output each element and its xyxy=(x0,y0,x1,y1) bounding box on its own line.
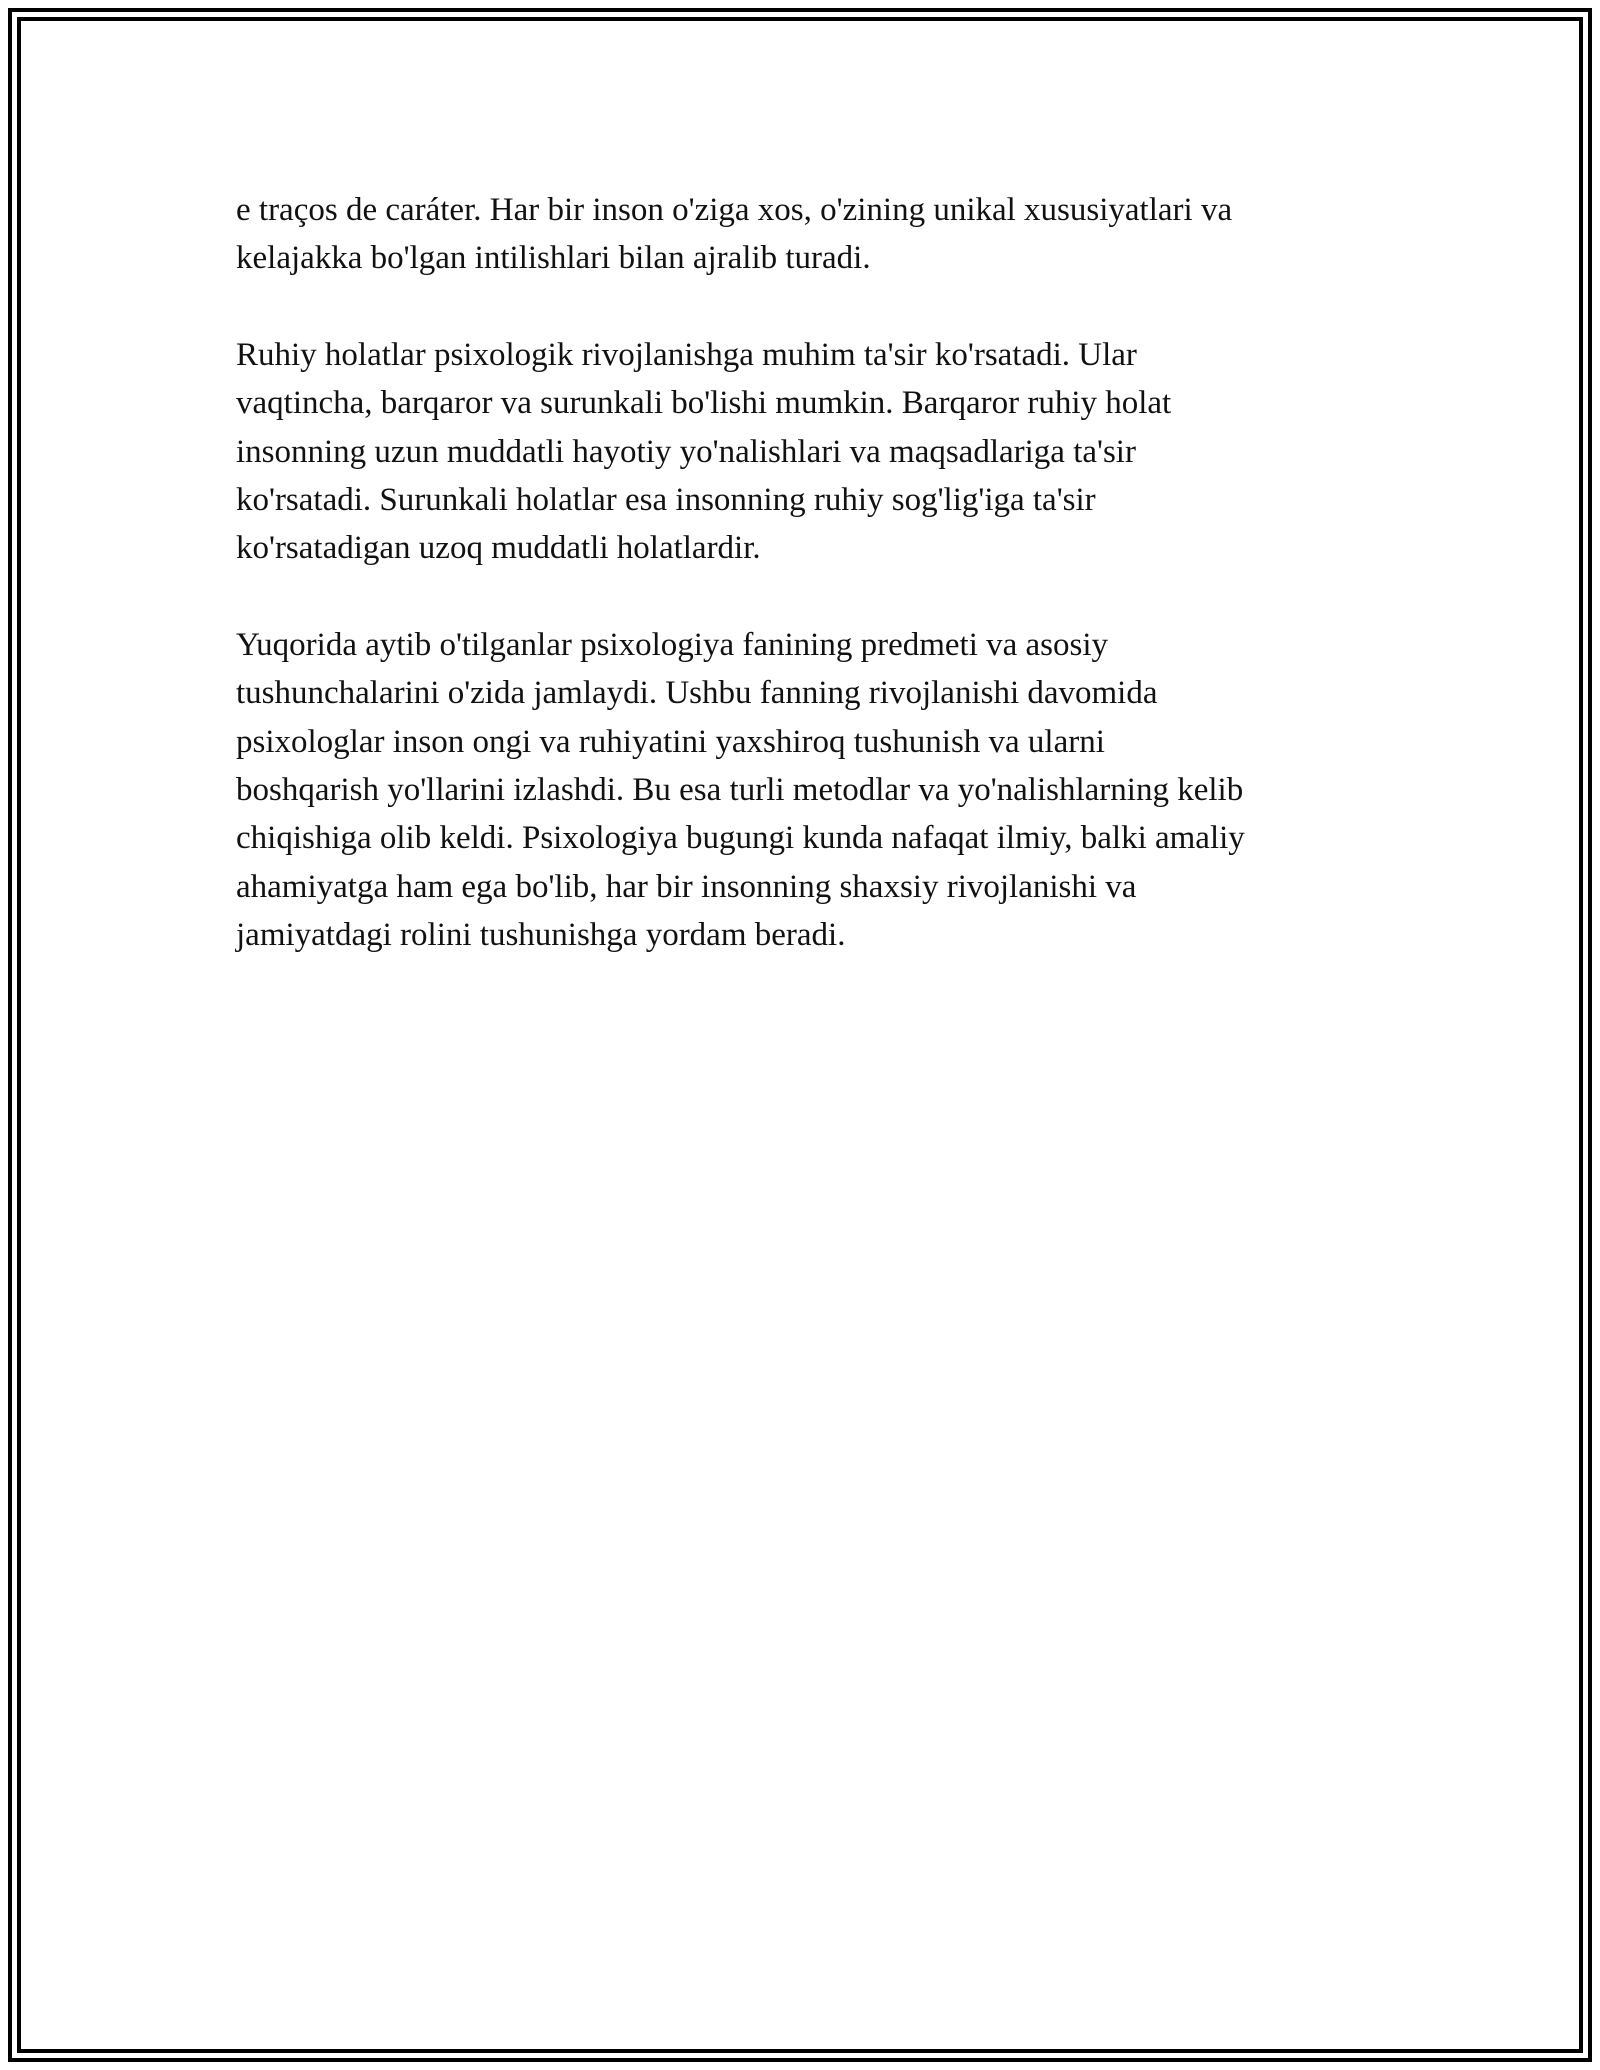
paragraph-character-traits: e traços de caráter. Har bir inson o'ziga xos, o'zining unikal xususiyatlari va kelajakka bo'lgan intilishlari bilan ajralib turadi. xyxy=(236,192,1233,277)
paragraph-psychology-summary: Yuqorida aytib o'tilganlar psixologiya fanining predmeti va asosiy tushunchalarini o'zida jamlaydi. Ushbu fanning rivojlanishi davomida psixologlar inson ongi va ruhiyatini yaxshiroq tushunish va ularni boshqarish yo'llarini izlashdi. Bu esa turli metodlar va yo'nalishlarning kelib chiqishiga olib keldi. Psixologiya bugungi kunda nafaqat ilmiy, balki amaliy ahamiyatga ham ega bo'lib, har bir insonning shaxsiy rivojlanishi va jamiyatdagi rolini tushunishga yordam beradi. xyxy=(236,626,1245,954)
document-body xyxy=(236,186,1376,1008)
paragraph-mental-states: Ruhiy holatlar psixologik rivojlanishga muhim ta'sir ko'rsatadi. Ular vaqtincha, barqaror va surunkali bo'lishi mumkin. Barqaror ruhiy holat insonning uzun muddatli hayotiy yo'nalishlari va maqsadlariga ta'sir ko'rsatadi. Surunkali holatlar esa insonning ruhiy sog'lig'iga ta'sir ko'rsatadigan uzoq muddatli holatlardir. xyxy=(236,336,1172,567)
